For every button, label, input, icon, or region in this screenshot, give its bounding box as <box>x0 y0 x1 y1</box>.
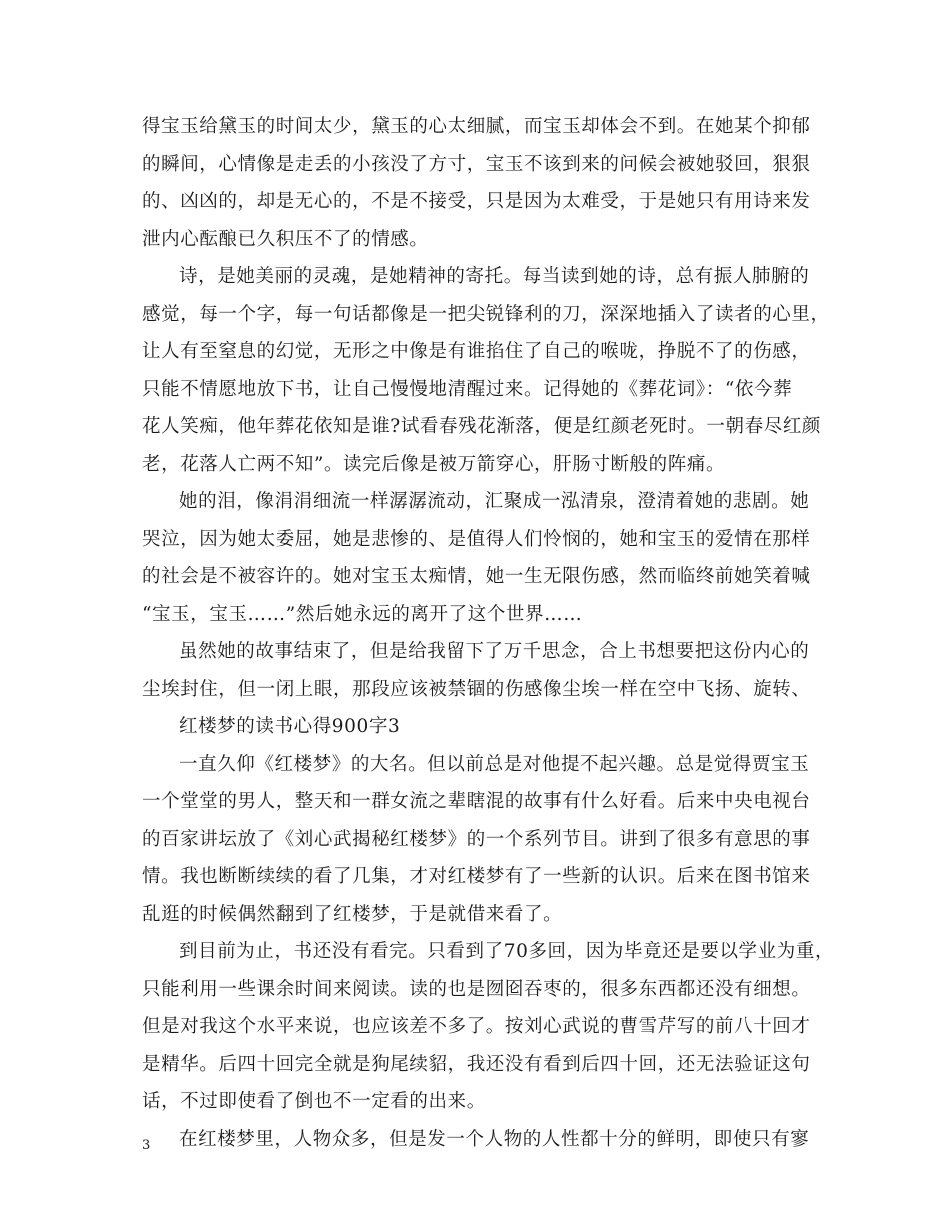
text-line: 的、凶凶的，却是无心的，不是不接受，只是因为太难受，于是她只有用诗来发 <box>142 191 811 212</box>
text-line: 红楼梦的读书心得900字3 <box>179 716 401 737</box>
text-line: 的社会是不被容许的。她对宝玉太痴情，她一生无限伤感，然而临终前她笑着喊 <box>142 566 811 587</box>
text-line: 话，不过即使看了倒也不一定看的出来。 <box>142 1091 486 1112</box>
text-line: 只能不情愿地放下书，让自己慢慢地清醒过来。记得她的《葬花词》：“依今葬 <box>142 378 793 400</box>
text-line: 让人有至窒息的幻觉，无形之中像是有谁掐住了自己的喉咙，挣脱不了的伤感， <box>142 341 811 362</box>
text-line: 尘埃封住，但一闭上眼，那段应该被禁锢的伤感像尘埃一样在空中飞扬、旋转、 <box>142 678 811 700</box>
text-line: 到目前为止，书还没有看完。只看到了70多回，因为毕竟还是要以学业为重， <box>179 941 835 962</box>
text-line: 诗，是她美丽的灵魂，是她精神的寄托。每当读到她的诗，总有振人肺腑的 <box>179 266 810 287</box>
text-line: 她的泪，像涓涓细流一样潺潺流动，汇聚成一泓清泉，澄清着她的悲剧。她 <box>179 491 810 512</box>
text-line: 得宝玉给黛玉的时间太少，黛玉的心太细腻，而宝玉却体会不到。在她某个抑郁 <box>142 116 811 137</box>
text-line: 情。我也断断续续的看了几集，才对红楼梦有了一些新的认识。后来在图书馆来 <box>142 866 811 887</box>
page-number: 3 <box>142 1138 151 1153</box>
document-body <box>142 108 835 1158</box>
text-line: 一个堂堂的男人，整天和一群女流之辈瞎混的故事有什么好看。后来中央电视台 <box>142 791 811 812</box>
text-line: “宝玉，宝玉……”然后她永远的离开了这个世界…… <box>142 603 583 625</box>
text-line: 哭泣，因为她太委屈，她是悲惨的、是值得人们怜悯的，她和宝玉的爱情在那样 <box>142 528 811 550</box>
text-line: 但是对我这个水平来说，也应该差不多了。按刘心武说的曹雪芹写的前八十回才 <box>142 1016 811 1037</box>
text-line: 乱逛的时候偶然翻到了红楼梦，于是就借来看了。 <box>142 903 563 925</box>
text-line: 的瞬间，心情像是走丢的小孩没了方寸，宝玉不该到来的问候会被她驳回，狠狠 <box>142 153 811 175</box>
text-line: 的百家讲坛放了《刘心武揭秘红楼梦》的一个系列节目。讲到了很多有意思的事 <box>142 828 811 850</box>
text-line: 虽然她的故事结束了，但是给我留下了万千思念，合上书想要把这份内心的 <box>179 641 810 662</box>
text-line: 花人笑痴，他年葬花依知是谁?试看春残花渐落，便是红颜老死时。一朝春尽红颜 <box>142 416 822 437</box>
text-line: 泄内心酝酿已久积压不了的情感。 <box>142 228 429 250</box>
text-line: 老，花落人亡两不知”。读完后像是被万箭穿心，肝肠寸断般的阵痛。 <box>142 453 726 475</box>
text-line: 在红楼梦里，人物众多，但是发一个人物的人性都十分的鲜明，即使只有寥 <box>179 1128 810 1150</box>
text-line: 感觉，每一个字，每一句话都像是一把尖锐锋利的刀，深深地插入了读者的心里， <box>142 303 830 325</box>
text-line: 只能利用一些课余时间来阅读。读的也是囫囵吞枣的，很多东西都还没有细想。 <box>142 978 811 1000</box>
text-line: 是精华。后四十回完全就是狗尾续貂，我还没有看到后四十回，还无法验证这句 <box>142 1053 811 1075</box>
text-line: 一直久仰《红楼梦》的大名。但以前总是对他提不起兴趣。总是觉得贾宝玉 <box>179 753 810 775</box>
